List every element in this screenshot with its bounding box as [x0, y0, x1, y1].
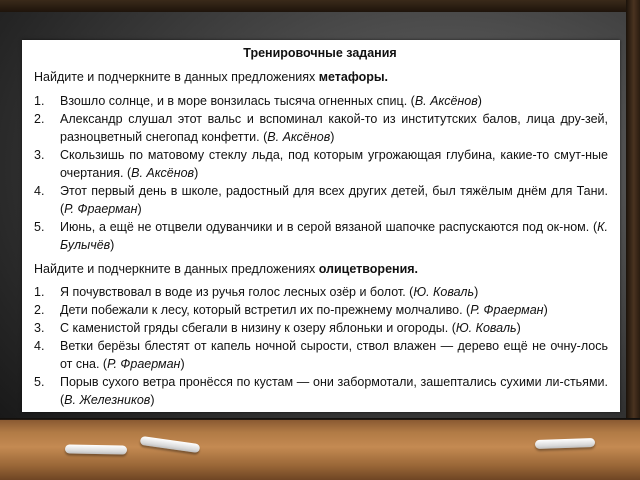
item-author: Ю. Коваль	[455, 321, 517, 335]
item-author: Ю. Коваль	[413, 285, 475, 299]
heading-keyword: метафоры.	[318, 70, 389, 84]
item-author: В. Аксёнов	[131, 166, 195, 180]
item-author: Р. Фраерман	[107, 357, 181, 371]
chalk-piece	[65, 444, 127, 454]
list-item	[34, 146, 606, 182]
list-item	[34, 182, 606, 218]
list-item	[34, 110, 606, 146]
section-personification-heading	[34, 262, 418, 276]
item-author: Р. Фраерман	[470, 303, 544, 317]
item-text: Я почувствовал в воде из ручья голос лесных озёр и болот. (Ю. Коваль)	[60, 285, 479, 299]
heading-prefix: Найдите и подчеркните в данных предложениях	[34, 262, 319, 276]
item-text: Взошло солнце, и в море вонзилась тысяча огненных спиц. (В. Аксёнов)	[60, 94, 482, 108]
list-item	[34, 319, 606, 337]
item-text: Ветки берёзы блестят от капель ночной сырости, ствол влажен — дерево ещё не очну-лось от сна. (Р. Фраерман)	[60, 339, 608, 371]
list-item	[34, 92, 606, 110]
item-author: В. Аксёнов	[414, 94, 478, 108]
board-frame-right	[626, 0, 640, 420]
list-item	[34, 337, 606, 373]
heading-prefix: Найдите и подчеркните в данных предложениях	[34, 70, 319, 84]
item-number: 4.	[34, 184, 45, 198]
heading-keyword: олицетворения.	[318, 262, 419, 276]
item-number: 2.	[34, 303, 45, 317]
item-author: Р. Фраерман	[64, 202, 138, 216]
board-frame-top	[0, 0, 640, 12]
item-number: 3.	[34, 148, 45, 162]
section-metaphors-heading	[34, 70, 388, 84]
item-author: В. Железников	[64, 393, 151, 407]
item-number: 1.	[34, 94, 45, 108]
item-text: Этот первый день в школе, радостный для всех других детей, был тяжёлым днём для Тани. (Р. Фраерман)	[60, 184, 608, 216]
item-author: К. Булычёв	[60, 220, 608, 252]
item-number: 5.	[34, 220, 45, 234]
item-number: 2.	[34, 112, 45, 126]
item-text: Июнь, а ещё не отцвели одуванчики и в серой вязаной шапочке распускаются под ок-ном. (К. Булычёв)	[60, 220, 608, 252]
item-text: Дети побежали к лесу, который встретил их по-прежнему молчаливо. (Р. Фраерман)	[60, 303, 548, 317]
item-number: 4.	[34, 339, 45, 353]
item-author: В. Аксёнов	[267, 130, 331, 144]
item-number: 5.	[34, 375, 45, 389]
item-text: Скользишь по матовому стеклу льда, под которым угрожающая глубина, какие-то смут-ные очертания. (В. Аксёнов)	[60, 148, 608, 180]
list-item	[34, 218, 606, 254]
list-item	[34, 283, 606, 301]
item-number: 1.	[34, 285, 45, 299]
list-item	[34, 301, 606, 319]
item-text: С каменистой гряды сбегали в низину к озеру яблоньки и огороды. (Ю. Коваль)	[60, 321, 521, 335]
item-text: Порыв сухого ветра пронёсся по кустам — они забормотали, зашептались сухими ли-стьями. (В. Железников)	[60, 375, 608, 407]
item-text: Александр слушал этот вальс и вспоминал какой-то из институтских балов, лица дру-зей, разноцветный снегопад конфетти. (В. Аксёнов)	[60, 112, 608, 144]
list-item	[34, 373, 606, 409]
worksheet-title: Тренировочные задания	[243, 46, 397, 60]
item-number: 3.	[34, 321, 45, 335]
